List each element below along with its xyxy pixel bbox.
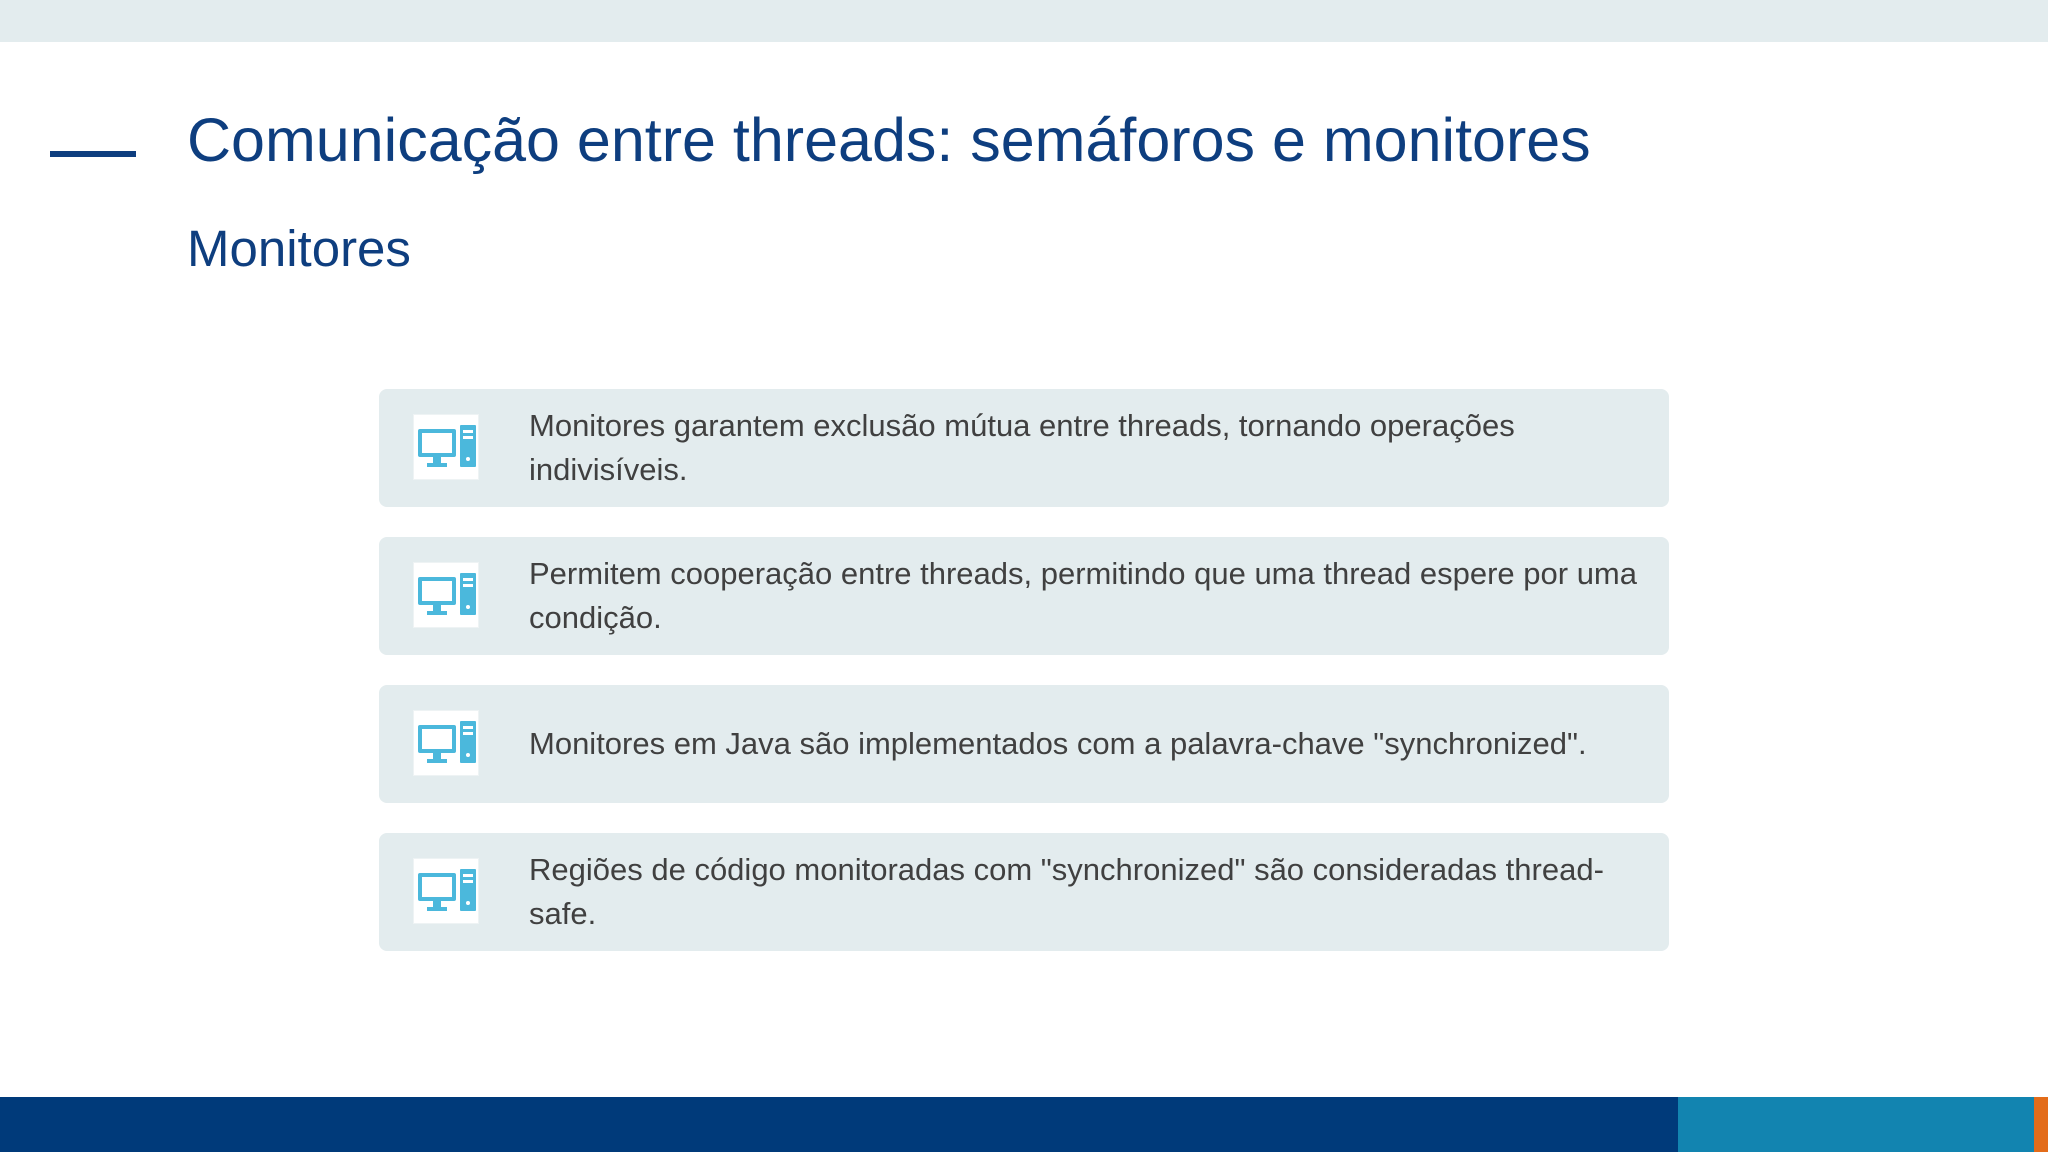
bullet-card-text: Monitores em Java são implementados com a palavra-chave "synchronized". [529,726,1587,761]
footer-accent-block [1678,1097,2034,1152]
bullet-card-list [379,389,1669,981]
bullet-card [379,685,1669,803]
bullet-card [379,833,1669,951]
top-band [0,0,2048,42]
slide-subtitle: Monitores [187,220,411,277]
bullet-card [379,537,1669,655]
bullet-card-text: Permitem cooperação entre threads, permitindo que uma thread espere por uma condição. [529,556,1637,635]
footer-band [0,1097,1678,1152]
desktop-computer-icon [413,414,479,480]
title-accent-bar [50,151,136,157]
desktop-computer-icon [413,562,479,628]
bullet-card-text: Regiões de código monitoradas com "synchronized" são consideradas thread-safe. [529,852,1604,931]
bullet-card-text: Monitores garantem exclusão mútua entre threads, tornando operações indivisíveis. [529,408,1515,487]
bullet-card [379,389,1669,507]
slide-title: Comunicação entre threads: semáforos e monitores [187,106,1591,174]
desktop-computer-icon [413,858,479,924]
desktop-computer-icon [413,710,479,776]
footer-edge-stripe [2034,1097,2048,1152]
